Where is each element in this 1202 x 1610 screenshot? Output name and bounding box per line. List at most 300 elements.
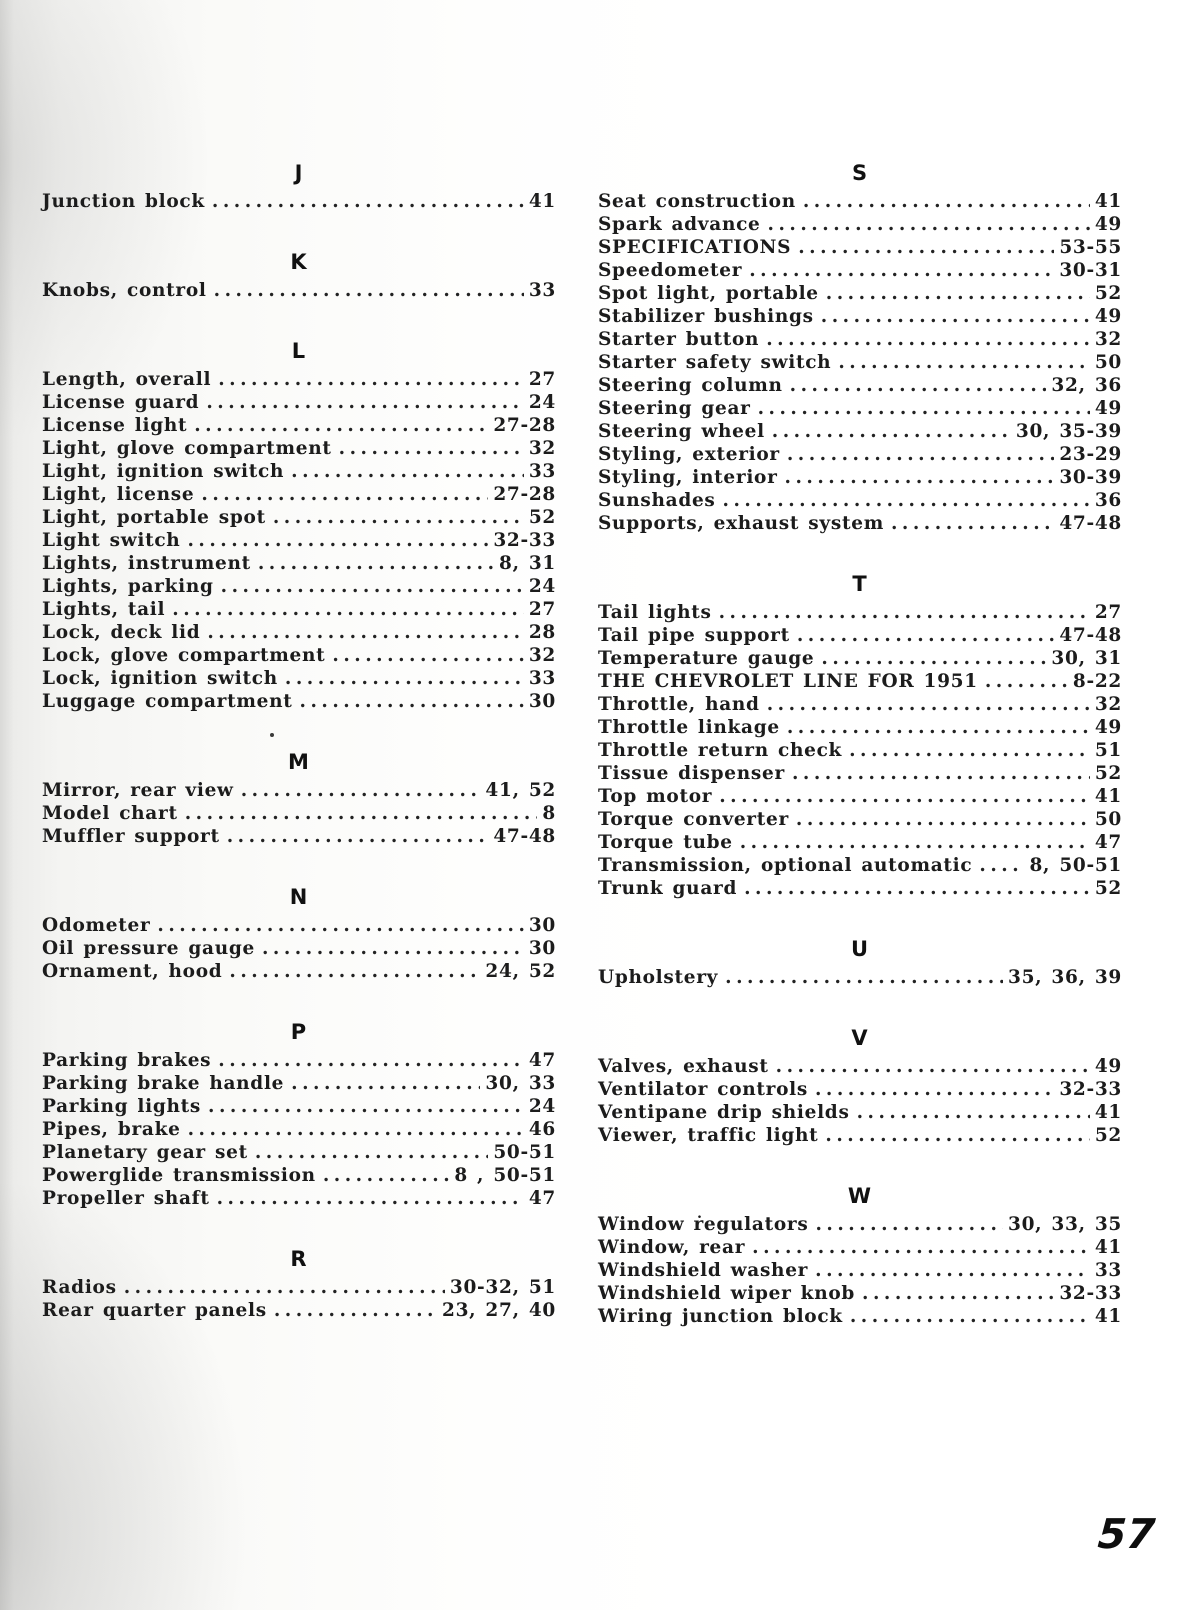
index-section xyxy=(42,886,556,983)
entry-label: Length, overall xyxy=(42,369,212,390)
index-section xyxy=(42,340,556,713)
entry-pages: 36 xyxy=(1094,490,1122,511)
section-letter: V xyxy=(851,1026,869,1050)
index-entry xyxy=(598,305,1122,328)
entry-label: Junction block xyxy=(42,191,205,212)
entry-pages: 23-29 xyxy=(1059,444,1122,465)
index-entry xyxy=(598,601,1122,624)
index-entry xyxy=(42,690,556,713)
dot-leader xyxy=(124,1276,445,1299)
index-entry xyxy=(598,1305,1122,1328)
index-entry xyxy=(598,762,1122,785)
entry-label: Valves, exhaust xyxy=(598,1056,769,1077)
dot-leader xyxy=(768,213,1090,236)
entry-label: Knobs, control xyxy=(42,280,207,301)
entry-pages: 8-22 xyxy=(1072,671,1122,692)
entry-label: Ornament, hood xyxy=(42,961,223,982)
dot-leader xyxy=(776,1055,1090,1078)
entry-label: License light xyxy=(42,415,188,436)
entry-pages: 47-48 xyxy=(1059,625,1122,646)
dot-leader xyxy=(796,808,1090,831)
dot-leader xyxy=(790,374,1047,397)
dot-leader xyxy=(815,1078,1054,1101)
section-entries xyxy=(598,601,1122,900)
entry-pages: 28 xyxy=(528,622,556,643)
entry-label: Torque tube xyxy=(598,832,733,853)
index-entry xyxy=(42,483,556,506)
index-entry xyxy=(42,391,556,414)
entry-pages: 27-28 xyxy=(493,484,556,505)
dot-leader xyxy=(188,1118,524,1141)
entry-pages: 32-33 xyxy=(1059,1283,1122,1304)
entry-label: Steering gear xyxy=(598,398,751,419)
index-entry xyxy=(42,1049,556,1072)
entry-label: Light, glove compartment xyxy=(42,438,332,459)
entry-label: Parking brakes xyxy=(42,1050,212,1071)
index-entry xyxy=(42,1118,556,1141)
entry-pages: 47-48 xyxy=(493,826,556,847)
entry-label: Oil pressure gauge xyxy=(42,938,255,959)
index-entry xyxy=(598,259,1122,282)
entry-pages: 30, 31 xyxy=(1051,648,1122,669)
entry-label: Powerglide transmission xyxy=(42,1165,316,1186)
dot-leader xyxy=(185,802,538,825)
index-entry xyxy=(598,624,1122,647)
entry-label: Lights, parking xyxy=(42,576,214,597)
index-entry xyxy=(598,1259,1122,1282)
entry-label: Light, license xyxy=(42,484,195,505)
entry-pages: 8, 50-51 xyxy=(1029,855,1122,876)
index-entry xyxy=(42,960,556,983)
entry-pages: 46 xyxy=(528,1119,556,1140)
entry-label: Wiring junction block xyxy=(598,1306,843,1327)
dot-leader xyxy=(187,529,488,552)
dot-leader xyxy=(752,1236,1090,1259)
dot-leader xyxy=(785,466,1055,489)
index-entry xyxy=(598,1236,1122,1259)
dot-leader xyxy=(838,351,1090,374)
entry-pages: 27-28 xyxy=(493,415,556,436)
index-section xyxy=(598,938,1122,989)
index-entry xyxy=(42,779,556,802)
section-entries xyxy=(42,1049,556,1210)
section-entries xyxy=(42,190,556,213)
dot-leader xyxy=(979,854,1024,877)
entry-pages: 50 xyxy=(1094,809,1122,830)
entry-label: Mirror, rear view xyxy=(42,780,234,801)
dot-leader xyxy=(749,259,1054,282)
entry-label: Light, ignition switch xyxy=(42,461,285,482)
index-entry xyxy=(42,1164,556,1187)
index-entry xyxy=(598,466,1122,489)
index-entry xyxy=(598,1055,1122,1078)
dot-leader xyxy=(821,647,1046,670)
dot-leader xyxy=(241,779,481,802)
dot-leader xyxy=(792,762,1090,785)
dot-leader xyxy=(227,825,489,848)
section-letter: L xyxy=(291,339,307,363)
section-entries xyxy=(598,1055,1122,1147)
entry-pages: 35, 36, 39 xyxy=(1008,967,1122,988)
dot-leader xyxy=(157,914,523,937)
entry-pages: 32-33 xyxy=(1059,1079,1122,1100)
dot-leader xyxy=(849,739,1090,762)
entry-label: Seat construction xyxy=(598,191,796,212)
entry-label: Throttle, hand xyxy=(598,694,760,715)
index-entry xyxy=(598,693,1122,716)
dot-leader xyxy=(332,644,523,667)
entry-pages: 41 xyxy=(1094,786,1122,807)
entry-label: Odometer xyxy=(42,915,151,936)
entry-label: Lock, deck lid xyxy=(42,622,201,643)
section-letter: T xyxy=(852,572,868,596)
entry-label: Lights, tail xyxy=(42,599,166,620)
section-letter: J xyxy=(294,161,304,185)
section-entries xyxy=(42,914,556,983)
index-entry xyxy=(42,598,556,621)
dot-leader xyxy=(821,305,1090,328)
entry-label: Tissue dispenser xyxy=(598,763,785,784)
index-entry xyxy=(42,552,556,575)
index-entry xyxy=(598,489,1122,512)
entry-pages: 41, 52 xyxy=(485,780,556,801)
index-section xyxy=(42,1248,556,1322)
dot-leader xyxy=(172,598,524,621)
dot-leader xyxy=(815,1259,1090,1282)
entry-pages: 41 xyxy=(1094,1237,1122,1258)
entry-label: Steering column xyxy=(598,375,783,396)
entry-label: License guard xyxy=(42,392,200,413)
index-entry xyxy=(42,279,556,302)
dot-leader xyxy=(825,1124,1089,1147)
dot-leader xyxy=(208,1095,524,1118)
section-entries xyxy=(598,966,1122,989)
entry-label: Upholstery xyxy=(598,967,719,988)
entry-label: Pipes, brake xyxy=(42,1119,181,1140)
entry-pages: 24 xyxy=(528,1096,556,1117)
index-entry xyxy=(598,1124,1122,1147)
entry-label: Muffler support xyxy=(42,826,220,847)
entry-pages: 30-32, 51 xyxy=(449,1277,556,1298)
entry-label: Transmission, optional automatic xyxy=(598,855,973,876)
entry-pages: 41 xyxy=(1094,1306,1122,1327)
section-entries xyxy=(42,368,556,713)
dot-leader xyxy=(291,460,524,483)
entry-label: SPECIFICATIONS xyxy=(598,237,792,258)
section-entries xyxy=(42,1276,556,1322)
entry-label: Supports, exhaust system xyxy=(598,513,884,534)
dot-leader xyxy=(221,575,524,598)
entry-label: Parking lights xyxy=(42,1096,202,1117)
entry-pages: 51 xyxy=(1094,740,1122,761)
entry-pages: 49 xyxy=(1094,306,1122,327)
entry-label: Ventilator controls xyxy=(598,1079,808,1100)
entry-label: Rear quarter panels xyxy=(42,1300,267,1321)
index-entry xyxy=(598,190,1122,213)
entry-pages: 50-51 xyxy=(493,1142,556,1163)
dot-leader xyxy=(740,831,1090,854)
index-entry xyxy=(598,236,1122,259)
entry-pages: 32 xyxy=(528,438,556,459)
ink-dot xyxy=(270,733,274,737)
index-entry xyxy=(42,437,556,460)
entry-label: Styling, exterior xyxy=(598,444,780,465)
dot-leader xyxy=(985,670,1068,693)
dot-leader xyxy=(744,877,1090,900)
dot-leader xyxy=(339,437,524,460)
entry-pages: 52 xyxy=(528,507,556,528)
entry-pages: 47-48 xyxy=(1059,513,1122,534)
entry-label: Windshield washer xyxy=(598,1260,809,1281)
index-entry xyxy=(42,506,556,529)
dot-leader xyxy=(207,621,524,644)
index-entry xyxy=(598,1282,1122,1305)
entry-pages: 41 xyxy=(1094,191,1122,212)
index-section xyxy=(598,1027,1122,1147)
entry-pages: 52 xyxy=(1094,878,1122,899)
index-entry xyxy=(598,1213,1122,1236)
entry-label: Starter safety switch xyxy=(598,352,832,373)
index-entry xyxy=(42,368,556,391)
dot-leader xyxy=(255,1141,489,1164)
entry-pages: 53-55 xyxy=(1059,237,1122,258)
index-entry xyxy=(598,351,1122,374)
index-section xyxy=(42,751,556,848)
index-entry xyxy=(598,420,1122,443)
index-entry xyxy=(598,647,1122,670)
entry-pages: 30-31 xyxy=(1059,260,1122,281)
entry-pages: 24 xyxy=(528,392,556,413)
dot-leader xyxy=(787,443,1054,466)
index-column-right xyxy=(598,162,1122,1366)
entry-pages: 30, 33, 35 xyxy=(1008,1214,1122,1235)
dot-leader xyxy=(218,1049,524,1072)
entry-pages: 32 xyxy=(1094,694,1122,715)
section-letter: N xyxy=(289,885,309,909)
entry-label: Planetary gear set xyxy=(42,1142,248,1163)
entry-pages: 27 xyxy=(528,369,556,390)
dot-leader xyxy=(217,1187,524,1210)
dot-leader xyxy=(229,960,480,983)
dot-leader xyxy=(850,1305,1090,1328)
dot-leader xyxy=(273,506,524,529)
entry-pages: 24, 52 xyxy=(485,961,556,982)
entry-pages: 49 xyxy=(1094,1056,1122,1077)
index-entry xyxy=(42,190,556,213)
entry-label: Top motor xyxy=(598,786,713,807)
entry-pages: 33 xyxy=(528,461,556,482)
entry-pages: 52 xyxy=(1094,1125,1122,1146)
dot-leader xyxy=(798,236,1054,259)
index-section xyxy=(42,1021,556,1210)
section-letter: W xyxy=(847,1184,873,1208)
index-entry xyxy=(598,877,1122,900)
entry-label: Spot light, portable xyxy=(598,283,819,304)
entry-pages: 49 xyxy=(1094,717,1122,738)
entry-pages: 8, 31 xyxy=(499,553,556,574)
entry-label: Light switch xyxy=(42,530,181,551)
entry-label: Lock, glove compartment xyxy=(42,645,326,666)
index-entry xyxy=(598,716,1122,739)
entry-pages: 8 , 50-51 xyxy=(454,1165,556,1186)
entry-pages: 52 xyxy=(1094,763,1122,784)
dot-leader xyxy=(262,937,524,960)
index-entry xyxy=(42,1276,556,1299)
index-entry xyxy=(42,644,556,667)
entry-pages: 30 xyxy=(528,915,556,936)
entry-pages: 27 xyxy=(528,599,556,620)
section-letter: S xyxy=(851,161,869,185)
entry-label: Stabilizer bushings xyxy=(598,306,814,327)
index-entry xyxy=(598,328,1122,351)
entry-pages: 32-33 xyxy=(493,530,556,551)
section-entries xyxy=(42,279,556,302)
entry-pages: 30, 35-39 xyxy=(1015,421,1122,442)
dot-leader xyxy=(826,282,1090,305)
dot-leader xyxy=(815,1213,1003,1236)
entry-label: Torque converter xyxy=(598,809,789,830)
entry-label: Ventipane drip shields xyxy=(598,1102,850,1123)
index-entry xyxy=(598,1078,1122,1101)
index-entry xyxy=(42,914,556,937)
index-entry xyxy=(42,1095,556,1118)
entry-label: Lock, ignition switch xyxy=(42,668,278,689)
dot-leader xyxy=(725,966,1003,989)
dot-leader xyxy=(194,414,488,437)
dot-leader xyxy=(291,1072,480,1095)
entry-pages: 52 xyxy=(1094,283,1122,304)
entry-label: Speedometer xyxy=(598,260,743,281)
index-entry xyxy=(42,825,556,848)
entry-label: Tail pipe support xyxy=(598,625,790,646)
section-entries xyxy=(598,190,1122,535)
section-letter: K xyxy=(290,250,308,274)
dot-leader xyxy=(758,397,1090,420)
entry-pages: 47 xyxy=(528,1050,556,1071)
dot-leader xyxy=(212,190,524,213)
entry-label: Window ṙegulators xyxy=(598,1214,809,1235)
index-entry xyxy=(42,1187,556,1210)
dot-leader xyxy=(201,483,488,506)
index-entry xyxy=(42,1141,556,1164)
index-entry xyxy=(598,443,1122,466)
entry-label: Luggage compartment xyxy=(42,691,293,712)
entry-label: Steering wheel xyxy=(598,421,765,442)
index-entry xyxy=(598,854,1122,877)
entry-pages: 47 xyxy=(1094,832,1122,853)
index-entry xyxy=(598,831,1122,854)
entry-pages: 30-39 xyxy=(1059,467,1122,488)
index-entry xyxy=(598,374,1122,397)
entry-label: THE CHEVROLET LINE FOR 1951 xyxy=(598,671,978,692)
entry-label: Radios xyxy=(42,1277,117,1298)
index-section xyxy=(598,162,1122,535)
dot-leader xyxy=(274,1299,437,1322)
index-entry xyxy=(42,937,556,960)
dot-leader xyxy=(797,624,1054,647)
entry-pages: 27 xyxy=(1094,602,1122,623)
entry-label: Starter button xyxy=(598,329,760,350)
index-entry xyxy=(42,621,556,644)
entry-label: Throttle linkage xyxy=(598,717,780,738)
index-column-left xyxy=(42,162,556,1360)
index-entry xyxy=(42,802,556,825)
index-entry xyxy=(42,414,556,437)
index-entry xyxy=(598,670,1122,693)
entry-pages: 32, 36 xyxy=(1051,375,1122,396)
entry-pages: 33 xyxy=(1094,1260,1122,1281)
index-section xyxy=(598,1185,1122,1328)
dot-leader xyxy=(218,368,524,391)
dot-leader xyxy=(214,279,524,302)
index-entry xyxy=(598,397,1122,420)
section-entries xyxy=(598,1213,1122,1328)
entry-pages: 8 xyxy=(542,803,556,824)
index-entry xyxy=(42,529,556,552)
entry-pages: 41 xyxy=(1094,1102,1122,1123)
index-entry xyxy=(42,667,556,690)
dot-leader xyxy=(300,690,524,713)
dot-leader xyxy=(719,785,1090,808)
index-entry xyxy=(42,1072,556,1095)
index-entry xyxy=(598,1101,1122,1124)
index-entry xyxy=(598,282,1122,305)
entry-label: Light, portable spot xyxy=(42,507,266,528)
dot-leader xyxy=(787,716,1090,739)
dot-leader xyxy=(767,693,1090,716)
index-section xyxy=(598,573,1122,900)
entry-pages: 30, 33 xyxy=(485,1073,556,1094)
index-entry xyxy=(598,808,1122,831)
entry-label: Parking brake handle xyxy=(42,1073,285,1094)
entry-label: Sunshades xyxy=(598,490,716,511)
dot-leader xyxy=(772,420,1011,443)
entry-label: Lights, instrument xyxy=(42,553,251,574)
section-letter: U xyxy=(850,937,870,961)
dot-leader xyxy=(803,190,1090,213)
dot-leader xyxy=(723,489,1090,512)
entry-pages: 33 xyxy=(528,668,556,689)
entry-pages: 30 xyxy=(528,691,556,712)
dot-leader xyxy=(766,328,1090,351)
index-section xyxy=(42,251,556,302)
dot-leader xyxy=(719,601,1090,624)
dot-leader xyxy=(891,512,1054,535)
index-entry xyxy=(598,512,1122,535)
index-entry xyxy=(598,966,1122,989)
dot-leader xyxy=(323,1164,449,1187)
dot-leader xyxy=(258,552,494,575)
index-entry xyxy=(598,213,1122,236)
index-entry xyxy=(42,460,556,483)
index-entry xyxy=(598,739,1122,762)
entry-label: Temperature gauge xyxy=(598,648,815,669)
index-section xyxy=(42,162,556,213)
entry-label: Windshield wiper knob xyxy=(598,1283,856,1304)
entry-pages: 49 xyxy=(1094,398,1122,419)
entry-label: Tail lights xyxy=(598,602,712,623)
entry-pages: 33 xyxy=(528,280,556,301)
entry-pages: 41 xyxy=(528,191,556,212)
index-entry xyxy=(42,575,556,598)
entry-pages: 30 xyxy=(528,938,556,959)
section-letter: R xyxy=(290,1247,308,1271)
entry-pages: 32 xyxy=(528,645,556,666)
entry-label: Model chart xyxy=(42,803,178,824)
entry-label: Window, rear xyxy=(598,1237,746,1258)
entry-pages: 47 xyxy=(528,1188,556,1209)
dot-leader xyxy=(862,1282,1054,1305)
